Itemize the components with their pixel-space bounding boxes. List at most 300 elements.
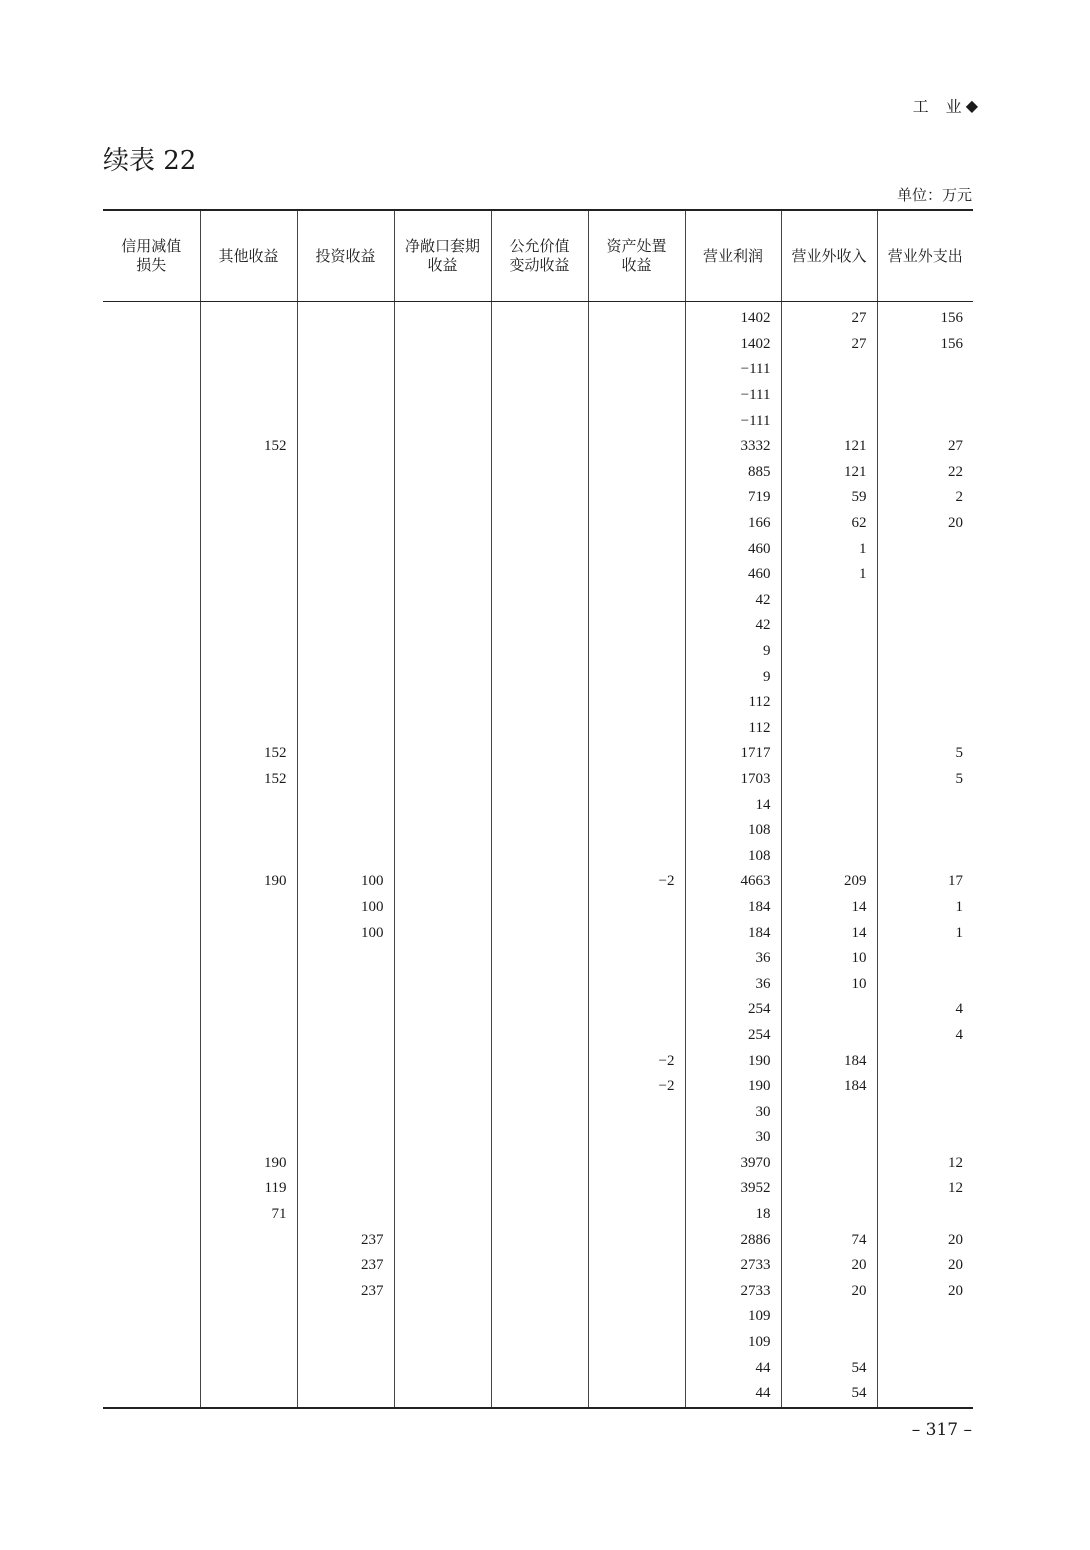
table-cell [297,460,394,486]
table-cell [781,1304,877,1330]
table-cell [103,434,200,460]
table-cell [103,1253,200,1279]
table-cell: 14 [781,920,877,946]
table-cell [491,613,588,639]
column-header: 营业外收入 [781,210,877,302]
table-cell [877,613,973,639]
table-cell [491,946,588,972]
table-row [103,690,973,716]
table-cell [103,1202,200,1228]
table-cell: 152 [200,434,297,460]
table-row [103,332,973,358]
table-row [103,1099,973,1125]
table-cell: 4 [877,1023,973,1049]
table-cell [103,1125,200,1151]
table-cell [781,1125,877,1151]
table-cell [394,1023,491,1049]
table-cell: 20 [877,1253,973,1279]
table-cell [103,1176,200,1202]
table-cell: 184 [685,895,781,921]
table-cell [781,1202,877,1228]
table-cell [588,1330,685,1356]
table-cell: 190 [200,1151,297,1177]
table-cell [781,383,877,409]
table-cell: 42 [685,588,781,614]
table-cell: 12 [877,1176,973,1202]
table-cell [877,1125,973,1151]
table-cell [781,639,877,665]
table-row [103,1048,973,1074]
table-row [103,792,973,818]
table-cell [200,1279,297,1305]
table-cell [781,664,877,690]
table-row [103,971,973,997]
table-cell [297,716,394,742]
table-cell [491,588,588,614]
table-cell [491,920,588,946]
table-cell [491,1381,588,1408]
table-cell [200,946,297,972]
table-cell: −111 [685,383,781,409]
table-cell [781,1330,877,1356]
table-cell [491,971,588,997]
page-number: – 317 – [911,1420,972,1440]
table-row [103,536,973,562]
table-cell [588,1381,685,1408]
table-cell [491,1279,588,1305]
table-cell [200,895,297,921]
table-cell [394,1151,491,1177]
table-cell [877,408,973,434]
table-cell [297,1330,394,1356]
table-cell: 5 [877,767,973,793]
table-cell [877,1330,973,1356]
table-row [103,511,973,537]
table-cell [781,997,877,1023]
table-cell: 3970 [685,1151,781,1177]
table-cell [491,1304,588,1330]
table-cell [103,716,200,742]
column-header: 信用减值 损失 [103,210,200,302]
table-cell: 14 [685,792,781,818]
table-cell [394,1330,491,1356]
table-cell [394,1279,491,1305]
table-cell [877,971,973,997]
table-row [103,664,973,690]
table-cell: 1402 [685,332,781,358]
table-cell [491,562,588,588]
table-cell [394,1227,491,1253]
table-cell [588,997,685,1023]
table-cell: 190 [685,1074,781,1100]
table-cell: 152 [200,741,297,767]
table-row [103,946,973,972]
table-row [103,302,973,332]
table-cell [103,1330,200,1356]
table-cell: 3332 [685,434,781,460]
table-cell: 166 [685,511,781,537]
table-cell [200,818,297,844]
table-row [103,1304,973,1330]
table-cell [297,588,394,614]
table-cell: 109 [685,1330,781,1356]
table-cell [491,332,588,358]
table-cell: 18 [685,1202,781,1228]
table-row [103,588,973,614]
table-cell [297,639,394,665]
table-cell [200,1125,297,1151]
table-cell [588,1125,685,1151]
table-row [103,1202,973,1228]
table-cell [877,664,973,690]
column-header: 投资收益 [297,210,394,302]
table-cell [103,1279,200,1305]
table-cell [394,946,491,972]
table-cell [588,843,685,869]
table-cell [394,639,491,665]
table-cell: 184 [781,1074,877,1100]
table-cell: 109 [685,1304,781,1330]
table-cell [491,536,588,562]
table-cell: 27 [781,302,877,332]
table-cell [297,1074,394,1100]
table-cell: 719 [685,485,781,511]
table-cell: 460 [685,536,781,562]
table-cell [200,302,297,332]
table-cell [588,1099,685,1125]
table-cell [297,511,394,537]
table-cell [200,971,297,997]
table-cell [103,1151,200,1177]
table-cell: 36 [685,971,781,997]
table-cell: −2 [588,1074,685,1100]
table-cell: 1 [781,562,877,588]
table-cell [877,946,973,972]
table-row [103,895,973,921]
table-cell: 152 [200,767,297,793]
table-cell [394,1176,491,1202]
table-cell [588,562,685,588]
table-cell [588,357,685,383]
table-cell [588,1253,685,1279]
table-cell [103,1355,200,1381]
table-cell [394,1304,491,1330]
table-cell [297,302,394,332]
table-cell: −2 [588,1048,685,1074]
column-header: 其他收益 [200,210,297,302]
table-cell [394,357,491,383]
table-cell [394,895,491,921]
table-cell [297,1048,394,1074]
table-cell: 22 [877,460,973,486]
table-cell [781,1176,877,1202]
table-cell [588,639,685,665]
table-cell [491,639,588,665]
table-cell: 1 [877,895,973,921]
table-row [103,1176,973,1202]
table-cell [588,383,685,409]
table-cell: 885 [685,460,781,486]
table-cell [103,1381,200,1408]
table-cell [491,664,588,690]
table-cell [200,843,297,869]
table-row [103,1279,973,1305]
table-cell [781,767,877,793]
table-cell [297,1176,394,1202]
table-row [103,434,973,460]
table-cell [103,1074,200,1100]
table-cell [588,1176,685,1202]
table-cell [588,971,685,997]
table-row [103,1125,973,1151]
table-cell [297,997,394,1023]
table-cell [103,895,200,921]
table-cell: 1717 [685,741,781,767]
table-cell [781,613,877,639]
table-cell [877,536,973,562]
table-cell [103,767,200,793]
table-cell: 1 [877,920,973,946]
table-cell [781,716,877,742]
table-row [103,639,973,665]
table-row [103,357,973,383]
table-cell [588,434,685,460]
table-cell [781,1099,877,1125]
table-cell [297,1202,394,1228]
table-cell: 1402 [685,302,781,332]
table-row [103,997,973,1023]
table-cell [103,1304,200,1330]
table-cell: 14 [781,895,877,921]
table-row [103,613,973,639]
table-row [103,869,973,895]
table-cell [491,1176,588,1202]
table-cell [491,434,588,460]
table-row [103,485,973,511]
table-cell [200,332,297,358]
table-cell: 2886 [685,1227,781,1253]
table-cell: 30 [685,1099,781,1125]
table-cell [491,357,588,383]
table-cell [588,1279,685,1305]
table-cell [200,716,297,742]
table-cell [103,818,200,844]
table-cell [297,1304,394,1330]
table-cell [781,1151,877,1177]
table-cell [103,1048,200,1074]
table-cell [394,1202,491,1228]
table-row [103,920,973,946]
table-cell [781,843,877,869]
table-cell [394,716,491,742]
table-cell: −111 [685,357,781,383]
table-cell: 112 [685,690,781,716]
table-cell [103,383,200,409]
table-cell [588,1023,685,1049]
table-cell [200,383,297,409]
table-cell [877,1355,973,1381]
table-cell: 27 [781,332,877,358]
table-cell [394,511,491,537]
table-cell: 17 [877,869,973,895]
table-cell [491,1023,588,1049]
table-cell: 237 [297,1227,394,1253]
table-cell [394,613,491,639]
table-cell: 9 [685,639,781,665]
table-cell [877,1304,973,1330]
table-cell [200,613,297,639]
table-cell [297,664,394,690]
table-cell [297,434,394,460]
table-row [103,1074,973,1100]
table-cell [491,1099,588,1125]
table-cell [877,690,973,716]
table-cell [297,1381,394,1408]
table-cell [200,1227,297,1253]
table-cell [491,1227,588,1253]
column-header: 公允价值 变动收益 [491,210,588,302]
table-cell: 209 [781,869,877,895]
table-cell [200,639,297,665]
table-cell [588,1304,685,1330]
table-cell: 184 [685,920,781,946]
table-cell: 54 [781,1355,877,1381]
table-cell: 20 [781,1279,877,1305]
table-cell [877,1074,973,1100]
table-cell [200,562,297,588]
table-cell: 121 [781,434,877,460]
table-row [103,408,973,434]
running-header-text: 工 业 [912,97,968,116]
table-cell: 237 [297,1279,394,1305]
table-row [103,741,973,767]
table-cell [297,383,394,409]
table-cell [200,1381,297,1408]
table-cell [588,511,685,537]
table-cell: 44 [685,1355,781,1381]
table-cell: 9 [685,664,781,690]
table-cell: 108 [685,818,781,844]
table-cell [297,971,394,997]
table-cell [877,1381,973,1408]
table-cell [491,792,588,818]
table-cell [781,357,877,383]
table-cell [394,818,491,844]
table-cell [297,792,394,818]
table-cell [394,869,491,895]
table-cell [588,1227,685,1253]
table-cell [200,1099,297,1125]
table-cell: 36 [685,946,781,972]
table-cell [103,664,200,690]
table-cell [200,1074,297,1100]
table-cell [394,588,491,614]
table-row [103,460,973,486]
table-cell: 3952 [685,1176,781,1202]
table-cell [491,741,588,767]
table-cell [877,639,973,665]
table-cell [200,920,297,946]
column-header: 营业外支出 [877,210,973,302]
table-cell [588,741,685,767]
table-cell [103,1023,200,1049]
table-cell [103,741,200,767]
table-cell [588,818,685,844]
table-cell [877,357,973,383]
table-row [103,1253,973,1279]
table-cell: 254 [685,997,781,1023]
table-cell [588,716,685,742]
table-cell [491,408,588,434]
table-cell: 100 [297,869,394,895]
running-header [913,94,978,117]
table-cell [877,588,973,614]
table-cell [877,1048,973,1074]
table-cell: −111 [685,408,781,434]
table-cell: 10 [781,946,877,972]
table-cell: 20 [781,1253,877,1279]
table-cell: 121 [781,460,877,486]
table-cell [394,971,491,997]
table-cell: 156 [877,302,973,332]
data-table [103,209,973,1409]
table-cell: 20 [877,1279,973,1305]
table-cell [394,1099,491,1125]
table-cell [491,767,588,793]
table-cell: 5 [877,741,973,767]
table-cell: 100 [297,895,394,921]
table-cell [394,664,491,690]
table-cell [588,408,685,434]
table-cell: 237 [297,1253,394,1279]
table-cell [877,792,973,818]
table-row [103,1151,973,1177]
column-header: 资产处置 收益 [588,210,685,302]
table-cell: 74 [781,1227,877,1253]
table-cell [297,1125,394,1151]
table-cell [491,1151,588,1177]
table-cell [394,383,491,409]
table-cell [491,1330,588,1356]
table-cell [877,1099,973,1125]
table-cell [200,536,297,562]
table-row [103,562,973,588]
table-cell [491,1253,588,1279]
column-header: 营业利润 [685,210,781,302]
table-cell [297,818,394,844]
table-cell [877,383,973,409]
table-cell [103,946,200,972]
table-cell: 71 [200,1202,297,1228]
table-cell [297,408,394,434]
table-cell [103,690,200,716]
table-cell [200,997,297,1023]
table-cell [491,383,588,409]
table-cell [200,1048,297,1074]
table-cell [200,408,297,434]
table-cell: 44 [685,1381,781,1408]
table-cell [394,460,491,486]
table-cell [103,920,200,946]
table-row [103,1227,973,1253]
table-cell [588,664,685,690]
table-cell [588,792,685,818]
table-cell [297,946,394,972]
table-cell [781,792,877,818]
table-cell: 184 [781,1048,877,1074]
table-cell [200,1253,297,1279]
table-row [103,818,973,844]
